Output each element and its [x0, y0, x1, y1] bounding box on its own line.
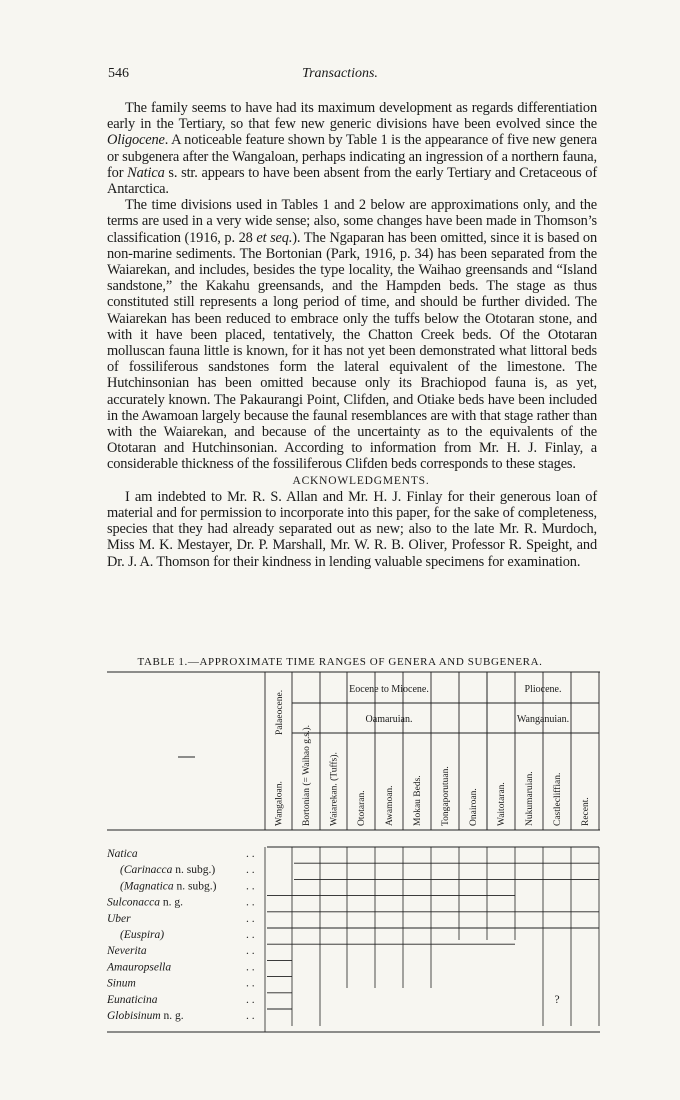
leader-dots: . .	[246, 961, 255, 974]
genus-suffix: n. g.	[160, 896, 184, 909]
text-segment: Oligocene	[107, 132, 165, 149]
group-header-eocene: Eocene to Miocene.	[349, 684, 429, 695]
leader-dots: . .	[246, 977, 255, 990]
text-segment: Natica	[127, 164, 165, 181]
leader-dots: . .	[246, 929, 255, 941]
genus-name: Sulconacca	[107, 896, 161, 909]
column-header: Wangaloan.	[274, 781, 285, 826]
column-header: Awamoan.	[385, 785, 395, 826]
group-header-palaeocene: Palaeocene.	[275, 689, 285, 735]
genus-suffix: n. g.	[160, 1010, 184, 1022]
text-segment: et seq.	[256, 229, 293, 246]
column-header: Bortonian (= Waihao g.s.).	[302, 725, 312, 826]
table-row-label	[107, 897, 183, 909]
leader-dots: . .	[246, 993, 255, 1006]
leader-dots: . .	[246, 848, 255, 860]
column-header: Castlecliffian.	[553, 772, 563, 826]
column-header: Mokau Beds.	[413, 775, 423, 826]
table-row-label	[107, 1010, 184, 1022]
table-row-label	[106, 945, 147, 957]
genus-suffix: n. subg.)	[173, 880, 217, 893]
leader-dots: . .	[246, 880, 255, 893]
table-row-label	[120, 864, 215, 876]
table-row-label	[106, 994, 158, 1006]
group-header-wanganuian: Wanganuian.	[516, 714, 570, 725]
table-row-label	[106, 961, 171, 973]
running-title: Transactions.	[302, 66, 378, 81]
leader-dots: . .	[246, 1010, 255, 1022]
genus-name: Sinum	[107, 977, 136, 990]
column-header: Waiarekan. (Tuffs).	[329, 752, 340, 826]
genus-name: (Carinacca	[120, 864, 173, 877]
column-header: Recent.	[581, 797, 591, 826]
table-row-label	[107, 978, 136, 990]
group-header-pliocene: Pliocene.	[524, 684, 562, 695]
table-title-text: TABLE 1.—APPROXIMATE TIME RANGES OF GENERA AND SUBGENERA.	[137, 656, 543, 668]
genus-name: Natica	[107, 848, 138, 860]
table-row-label	[106, 848, 138, 860]
genus-name: Globisinum	[107, 1010, 161, 1022]
genus-name: (Euspira)	[120, 929, 165, 941]
genus-suffix: n. subg.)	[172, 864, 216, 877]
acknowledgments-heading: ACKNOWLEDGMENTS.	[292, 474, 430, 487]
text-segment: ). The Ngaparan has been omitted, since it is based on non-marine sediments. The Bortonian (Park, 1916, p. 34) has been separated from the Waiarekan, and includes, besides the type locality, the Waihao greensands and “Island sandstone,” the Kakahu greensands, and the Hampden beds. The stage as thus constituted still represents a long period of time, and should be further divided. The Waiarekan has been reduced to embrace only the tuffs below the Ototaran stone, and with it have been placed, tentatively, the Chatton Creek beds. Of the Ototaran molluscan fauna little is known, for it has not yet been demonstrated what littoral beds of fossiliferous sandstones form the lateral equivalent of the limestone. The Hutchinsonian has been omitted because only its Brachiopod fauna is, as yet, accurately known. The Pakaurangi Point, Clifden, and Otiake beds have been included in the Awamoan largely because the faunal resemblances are with that stage rather than with the Waiarekan, and because of the uncertainty as to the equivalents of the Ototaran and Hutchinsonian. According to information from Mr. H. J. Finlay, a considerable thickness of the fossiliferous Clifden beds corresponds to these stages.	[107, 229, 597, 473]
text-segment: . A noticeable feature shown by Table 1 is the appearance of five new genera or subgenera after the Wangaloan, perhaps indicating an ingression of a northern fauna, for	[107, 132, 597, 181]
text-segment: The family seems to have had its maximum development as regards differentiation early in the Tertiary, so that few new generic divisions have been evolved since the	[107, 100, 597, 133]
table-row-label	[120, 880, 217, 892]
text-segment: s. str. appears to have been absent from the early Tertiary and Cretaceous of Antarctica.	[107, 164, 597, 198]
genus-name: Amauropsella	[107, 961, 172, 974]
leader-dots: . .	[246, 912, 255, 925]
table-row-label	[107, 913, 131, 925]
query-mark: ?	[554, 993, 560, 1006]
leader-dots: . .	[246, 945, 255, 958]
text-segment: The time divisions used in Tables 1 and 2 below are approximations only, and the terms are used in a very wide sense; also, some changes have been made in Thomson’s classification (1916, p. 28	[107, 197, 597, 246]
genus-name: Uber	[107, 912, 131, 925]
column-header: Tongaporutuan.	[441, 766, 451, 826]
leader-dots: . .	[246, 864, 255, 877]
genus-name: Neverita	[107, 945, 147, 958]
column-header: Nukumaruian.	[525, 771, 535, 826]
leader-dots: . .	[246, 896, 255, 909]
column-header: Ototaran.	[357, 790, 367, 826]
text-segment: I am indebted to Mr. R. S. Allan and Mr. H. J. Finlay for their generous loan of material and for permission to incorporate into this paper, for the sake of completeness, species that they had already separated out as new; also to the late Mr. R. Murdoch, Miss M. K. Mestayer, Dr. P. Marshall, Mr. W. R. B. Oliver, Professor R. Speight, and Dr. J. A. Thomson for their kindness in lending valuable specimens for examination.	[107, 488, 597, 570]
table-row-label	[120, 929, 164, 941]
column-header: Waitotaran.	[497, 782, 507, 826]
column-header: Onairoan.	[469, 788, 479, 826]
page-number: 546	[108, 66, 129, 81]
genus-name: Eunaticina	[107, 993, 158, 1006]
group-header-oamaruian: Oamaruian.	[365, 714, 413, 725]
genus-name: (Magnatica	[120, 880, 174, 893]
